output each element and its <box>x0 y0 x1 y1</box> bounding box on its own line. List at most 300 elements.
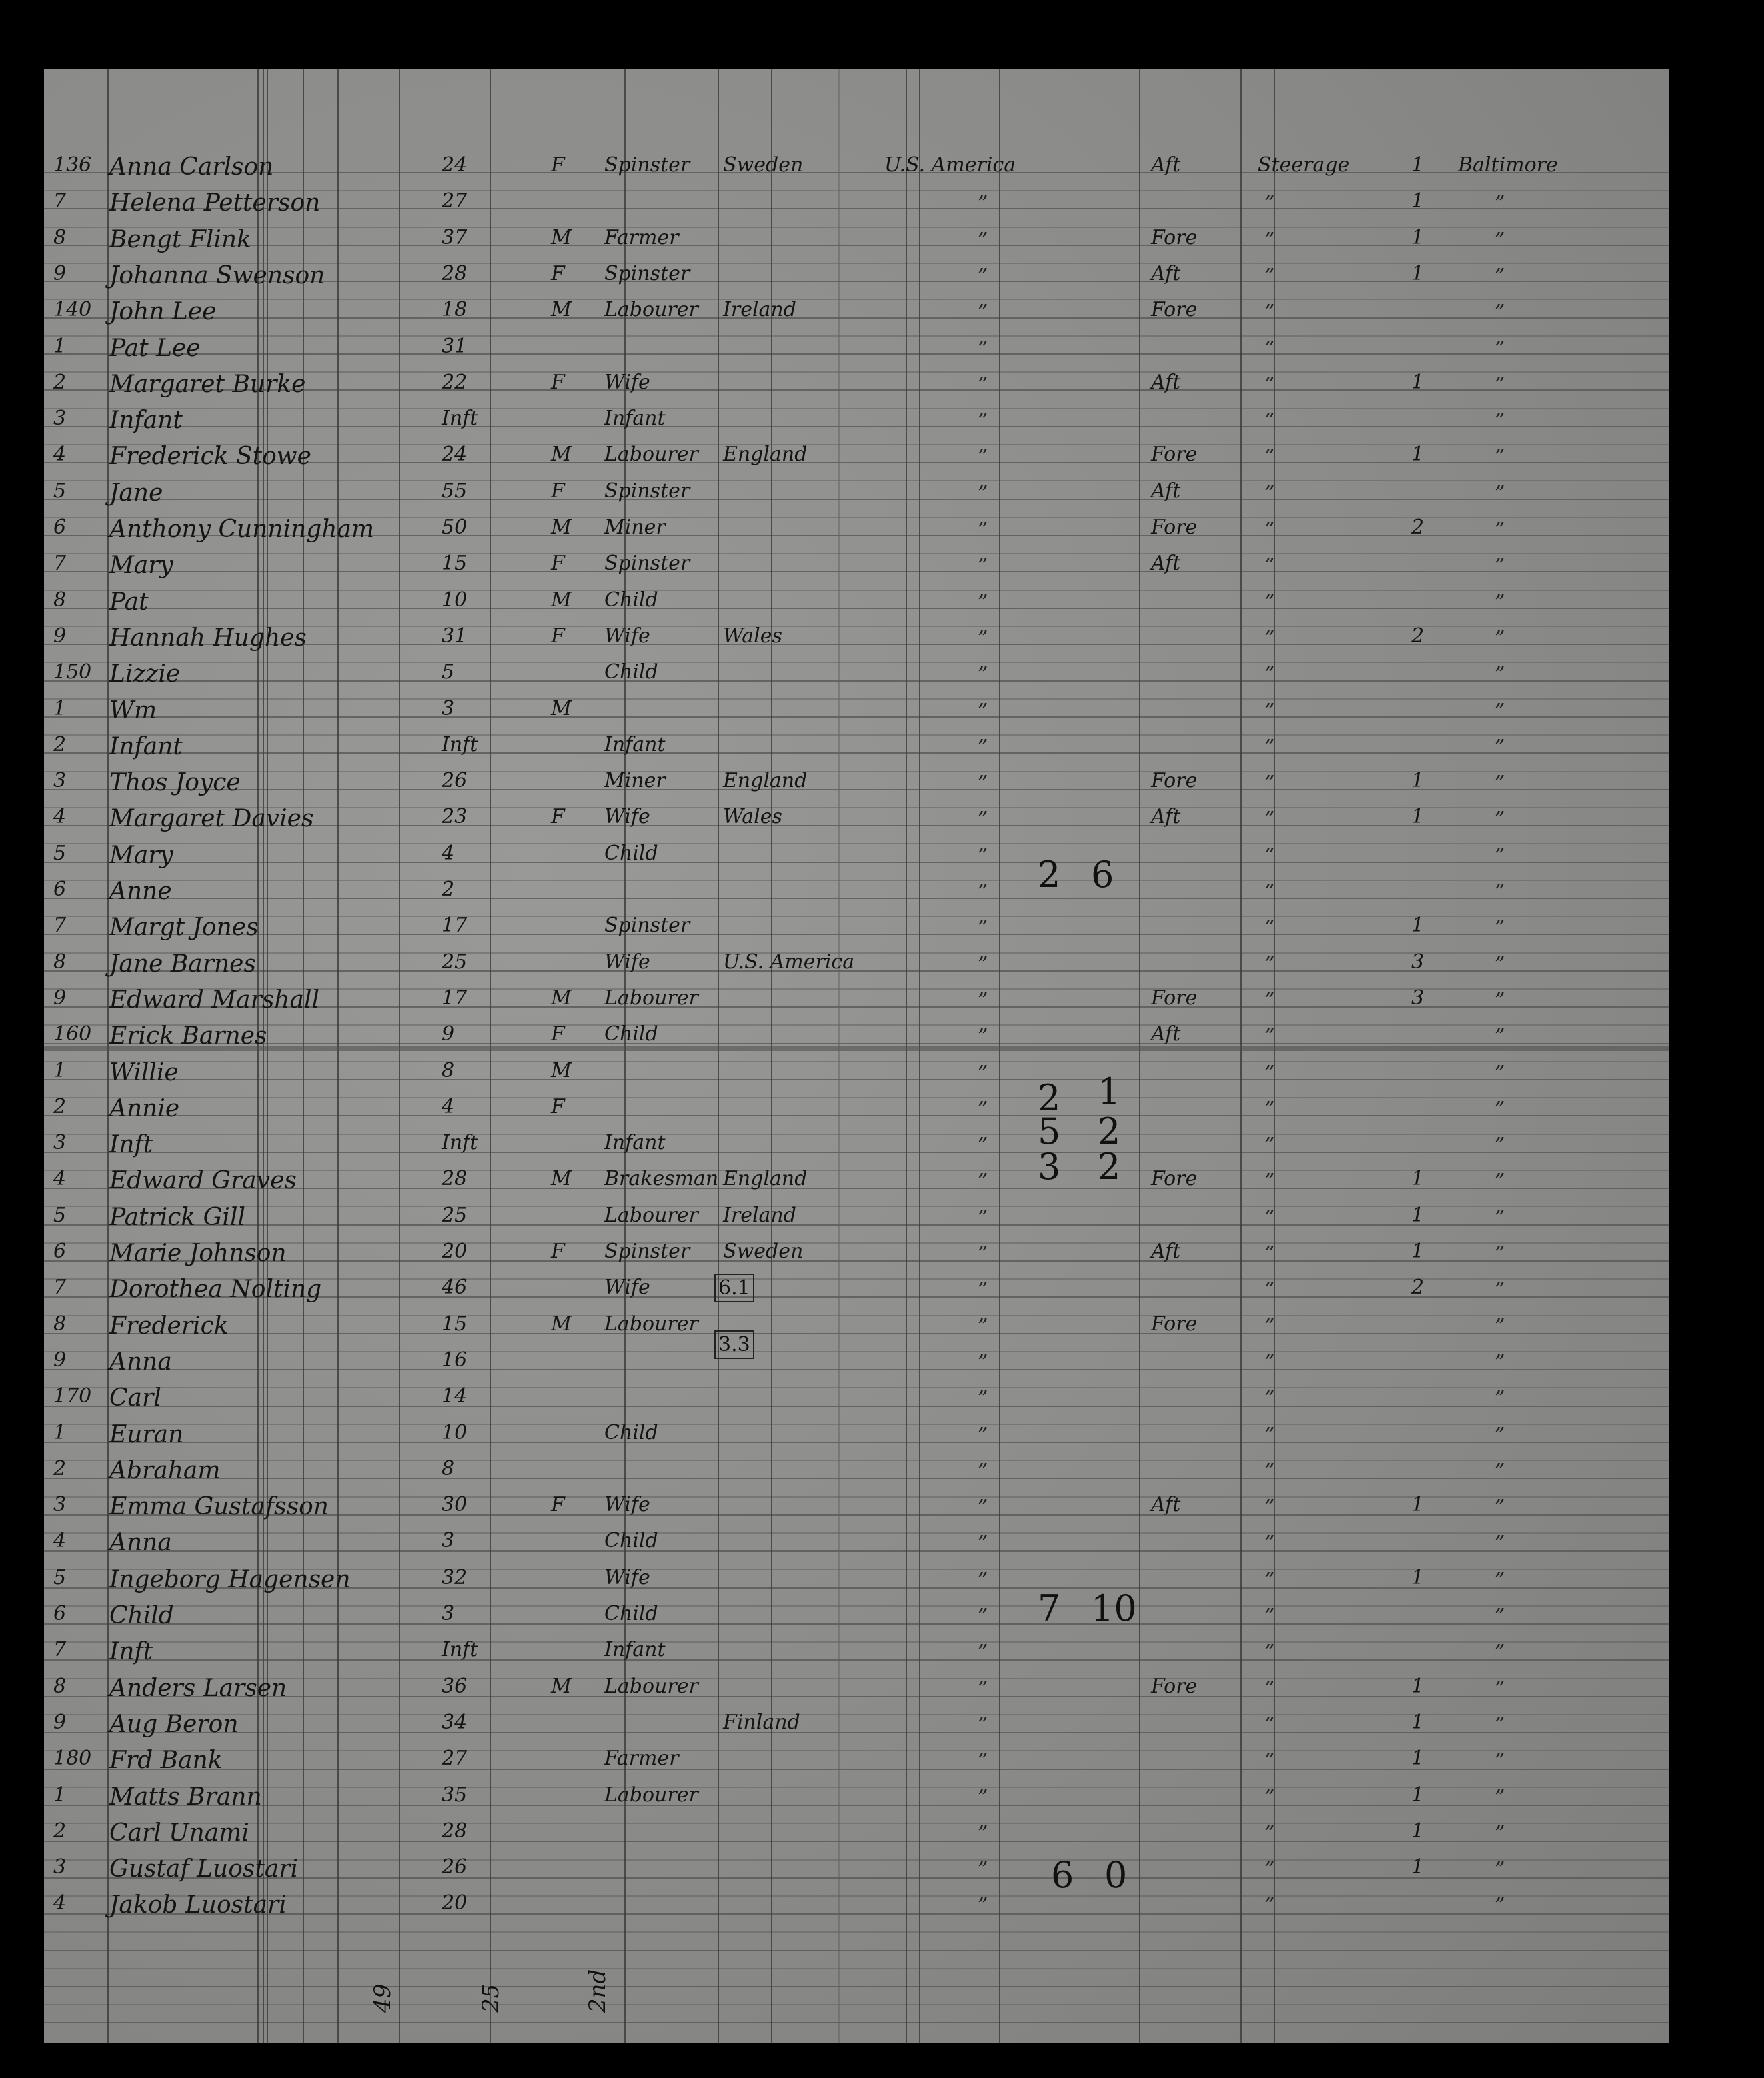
passenger-row <box>44 547 1669 582</box>
passenger-age: 4 <box>442 842 455 865</box>
passenger-num: 2 <box>1411 1276 1425 1299</box>
ditto-mark: ” <box>1495 1242 1505 1266</box>
ditto-mark: ” <box>1264 1496 1275 1519</box>
passenger-name: Bengt Flink <box>109 226 251 253</box>
ditto-mark: ” <box>978 1496 988 1519</box>
passenger-cls: Aft <box>1151 552 1181 575</box>
ditto-mark: ” <box>978 627 988 650</box>
ditto-mark: ” <box>1264 591 1275 614</box>
ditto-mark: ” <box>1495 1387 1505 1410</box>
passenger-name: Infant <box>109 407 183 434</box>
ditto-mark: ” <box>1495 1460 1505 1483</box>
passenger-no: 5 <box>53 1566 67 1589</box>
ditto-mark: ” <box>1495 808 1505 831</box>
passenger-dest: U.S. America <box>884 153 1016 177</box>
passenger-no: 7 <box>53 914 67 937</box>
ditto-mark: ” <box>978 1532 988 1555</box>
passenger-age: 25 <box>442 1204 468 1227</box>
ruled-line <box>44 1931 1669 1933</box>
ditto-mark: ” <box>1495 844 1505 868</box>
ditto-mark: ” <box>1264 1170 1275 1193</box>
passenger-age: 20 <box>442 1240 468 1263</box>
ditto-mark: ” <box>1264 518 1275 542</box>
passenger-occ: Infant <box>604 407 666 430</box>
footer-note-1: 49 <box>369 1983 396 2013</box>
passenger-cls: Fore <box>1151 1312 1198 1336</box>
passenger-occ: Spinster <box>604 552 690 575</box>
passenger-age: 9 <box>442 1022 455 1046</box>
passenger-num: 1 <box>1411 769 1425 792</box>
ditto-mark: ” <box>978 1424 988 1447</box>
ditto-mark: ” <box>1264 1062 1275 1085</box>
ditto-mark: ” <box>978 808 988 831</box>
ditto-mark: ” <box>978 1641 988 1664</box>
passenger-no: 6 <box>53 878 67 901</box>
passenger-age: 24 <box>442 153 468 177</box>
passenger-sex: F <box>551 624 565 648</box>
ditto-mark: ” <box>1264 1713 1275 1737</box>
passenger-name: Anne <box>109 878 172 905</box>
ditto-mark: ” <box>978 1749 988 1773</box>
passenger-occ: Labourer <box>604 443 698 466</box>
passenger-age: 32 <box>442 1566 468 1589</box>
passenger-name: Anna <box>109 1348 172 1376</box>
passenger-cls: Aft <box>1151 153 1181 177</box>
passenger-num: 1 <box>1411 1493 1425 1516</box>
passenger-no: 2 <box>53 733 67 756</box>
ditto-mark: ” <box>978 1025 988 1048</box>
passenger-age: 20 <box>442 1891 468 1915</box>
ditto-mark: ” <box>978 1786 988 1809</box>
passenger-no: 9 <box>53 262 67 285</box>
passenger-row <box>44 873 1669 908</box>
passenger-occ: Labourer <box>604 1204 698 1227</box>
passenger-row <box>44 1054 1669 1089</box>
passenger-name: Inft <box>109 1131 153 1158</box>
passenger-name: Pat <box>109 588 149 616</box>
ditto-mark: ” <box>1264 1858 1275 1881</box>
ditto-mark: ” <box>978 409 988 433</box>
passenger-no: 5 <box>53 842 67 865</box>
passenger-occ: Spinster <box>604 262 690 285</box>
ditto-mark: ” <box>1495 1569 1505 1592</box>
passenger-cls: Aft <box>1151 479 1181 503</box>
passenger-name: Marie Johnson <box>109 1240 287 1267</box>
passenger-row <box>44 1779 1669 1813</box>
ditto-mark: ” <box>1495 554 1505 578</box>
pencil-tally: 2 <box>1098 1110 1121 1152</box>
ditto-mark: ” <box>978 700 988 723</box>
passenger-occ: Child <box>604 1421 658 1444</box>
passenger-age: 55 <box>442 479 468 503</box>
passenger-cls: Fore <box>1151 515 1198 539</box>
passenger-row <box>44 1380 1669 1414</box>
ditto-mark: ” <box>1495 337 1505 361</box>
passenger-num: 1 <box>1411 1747 1425 1770</box>
passenger-name: Thos Joyce <box>109 769 241 796</box>
ditto-mark: ” <box>978 265 988 288</box>
passenger-row <box>44 982 1669 1016</box>
ditto-mark: ” <box>1264 1098 1275 1121</box>
passenger-no: 1 <box>53 697 67 720</box>
passenger-sex: M <box>551 588 572 612</box>
passenger-sex: F <box>551 1022 565 1046</box>
passenger-row <box>44 584 1669 618</box>
passenger-country: U.S. America <box>723 950 855 974</box>
passenger-name: Mary <box>109 552 173 579</box>
ditto-mark: ” <box>1495 1677 1505 1701</box>
passenger-row <box>44 1742 1669 1777</box>
passenger-sex: M <box>551 697 572 720</box>
passenger-row <box>44 149 1669 183</box>
passenger-age: 28 <box>442 262 468 285</box>
ditto-mark: ” <box>978 1894 988 1917</box>
passenger-name: Inft <box>109 1638 153 1665</box>
ditto-mark: ” <box>978 772 988 795</box>
passenger-no: 8 <box>53 226 67 249</box>
passenger-age: 25 <box>442 950 468 974</box>
passenger-no: 2 <box>53 371 67 394</box>
passenger-name: Dorothea Nolting <box>109 1276 322 1303</box>
passenger-no: 4 <box>53 1891 67 1915</box>
passenger-occ: Farmer <box>604 1747 679 1770</box>
passenger-occ: Child <box>604 660 658 684</box>
passenger-occ: Spinster <box>604 153 690 177</box>
passenger-name: Abraham <box>109 1457 221 1484</box>
passenger-no: 6 <box>53 1240 67 1263</box>
passenger-name: John Lee <box>109 298 217 325</box>
passenger-sex: F <box>551 552 565 575</box>
manifest-sheet <box>44 69 1669 2043</box>
ditto-mark: ” <box>1264 1786 1275 1809</box>
passenger-no: 150 <box>53 660 92 684</box>
ditto-mark: ” <box>1495 1062 1505 1085</box>
passenger-num: 1 <box>1411 805 1425 828</box>
passenger-name: Gustaf Luostari <box>109 1855 299 1883</box>
passenger-no: 7 <box>53 189 67 213</box>
pencil-tally: 5 <box>1038 1110 1061 1152</box>
ditto-mark: ” <box>978 1062 988 1085</box>
passenger-age: 26 <box>442 769 468 792</box>
passenger-row <box>44 511 1669 546</box>
ditto-mark: ” <box>1264 1677 1275 1701</box>
passenger-name: Jane <box>109 479 163 507</box>
ditto-mark: ” <box>1495 1641 1505 1664</box>
ditto-mark: ” <box>978 1387 988 1410</box>
passenger-occ: Child <box>604 1022 658 1046</box>
ditto-mark: ” <box>1495 1170 1505 1193</box>
pencil-tally: 6 <box>1091 854 1114 896</box>
passenger-row <box>44 1488 1669 1523</box>
passenger-age: 18 <box>442 298 468 321</box>
passenger-name: Carl <box>109 1384 161 1412</box>
ditto-mark: ” <box>1264 1822 1275 1845</box>
passenger-age: 31 <box>442 335 468 358</box>
ditto-mark: ” <box>978 337 988 361</box>
ditto-mark: ” <box>978 518 988 542</box>
passenger-num: 2 <box>1411 515 1425 539</box>
ditto-mark: ” <box>978 1605 988 1628</box>
passenger-occ: Labourer <box>604 1312 698 1336</box>
passenger-no: 1 <box>53 335 67 358</box>
passenger-row <box>44 1090 1669 1125</box>
passenger-age: 3 <box>442 697 455 720</box>
ditto-mark: ” <box>1495 1496 1505 1519</box>
passenger-occ: Wife <box>604 624 650 648</box>
passenger-row <box>44 257 1669 292</box>
ditto-mark: ” <box>1495 1786 1505 1809</box>
passenger-row <box>44 1706 1669 1741</box>
passenger-num: 1 <box>1411 1783 1425 1807</box>
ditto-mark: ” <box>1495 1278 1505 1302</box>
passenger-no: 1 <box>53 1421 67 1444</box>
passenger-country: Ireland <box>723 298 796 321</box>
passenger-no: 3 <box>53 1493 67 1516</box>
ditto-mark: ” <box>1264 1460 1275 1483</box>
passenger-country: Ireland <box>723 1204 796 1227</box>
ditto-mark: ” <box>1495 1822 1505 1845</box>
ditto-mark: ” <box>978 1278 988 1302</box>
ditto-mark: ” <box>978 373 988 397</box>
passenger-country: Wales <box>723 805 782 828</box>
ditto-mark: ” <box>1264 663 1275 686</box>
passenger-row <box>44 1344 1669 1378</box>
passenger-age: 8 <box>442 1457 455 1480</box>
ditto-mark: ” <box>1264 1315 1275 1338</box>
passenger-row <box>44 1524 1669 1559</box>
ditto-mark: ” <box>978 1098 988 1121</box>
ditto-mark: ” <box>1495 989 1505 1012</box>
ruled-line <box>44 2022 1669 2023</box>
passenger-no: 2 <box>53 1819 67 1843</box>
passenger-no: 5 <box>53 479 67 503</box>
ditto-mark: ” <box>1495 700 1505 723</box>
passenger-name: Helena Petterson <box>109 189 321 217</box>
passenger-sex: F <box>551 262 565 285</box>
ditto-mark: ” <box>978 1315 988 1338</box>
ditto-mark: ” <box>1264 301 1275 324</box>
ditto-mark: ” <box>978 192 988 215</box>
passenger-row <box>44 475 1669 509</box>
passenger-row <box>44 366 1669 401</box>
passenger-row <box>44 1018 1669 1052</box>
passenger-row <box>44 1597 1669 1632</box>
ditto-mark: ” <box>1495 736 1505 759</box>
ditto-mark: ” <box>1264 1025 1275 1048</box>
ruled-line <box>44 1950 1669 1951</box>
passenger-country: Wales <box>723 624 782 648</box>
passenger-row <box>44 1308 1669 1342</box>
passenger-no: 6 <box>53 1602 67 1625</box>
passenger-occ: Child <box>604 588 658 612</box>
passenger-country: England <box>723 443 808 466</box>
passenger-num: 1 <box>1411 443 1425 466</box>
pencil-tally: 3 <box>1038 1146 1061 1188</box>
passenger-sex: F <box>551 1240 565 1263</box>
ditto-mark: ” <box>1264 1134 1275 1157</box>
ditto-mark: ” <box>1264 1206 1275 1230</box>
passenger-row <box>44 1452 1669 1487</box>
passenger-occ: Child <box>604 1602 658 1625</box>
passenger-row <box>44 1561 1669 1596</box>
passenger-num: 1 <box>1411 1566 1425 1589</box>
passenger-age: 15 <box>442 552 468 575</box>
passenger-row <box>44 656 1669 690</box>
passenger-no: 140 <box>53 298 92 321</box>
ditto-mark: ” <box>1264 445 1275 469</box>
ditto-mark: ” <box>1495 1098 1505 1121</box>
passenger-no: 8 <box>53 950 67 974</box>
ditto-mark: ” <box>1495 518 1505 542</box>
ditto-mark: ” <box>1264 192 1275 215</box>
ditto-mark: ” <box>1495 591 1505 614</box>
passenger-name: Frederick Stowe <box>109 443 311 470</box>
passenger-age: 3 <box>442 1529 455 1552</box>
ditto-mark: ” <box>1264 373 1275 397</box>
passenger-no: 9 <box>53 1348 67 1372</box>
passenger-age: 23 <box>442 805 468 828</box>
footer-note-2: 25 <box>478 1983 504 2013</box>
ditto-mark: ” <box>1495 880 1505 904</box>
ditto-mark: ” <box>1264 337 1275 361</box>
passenger-row <box>44 1235 1669 1270</box>
passenger-cls: Aft <box>1151 805 1181 828</box>
ditto-mark: ” <box>1264 736 1275 759</box>
passenger-sex: M <box>551 1059 572 1082</box>
passenger-no: 7 <box>53 552 67 575</box>
ditto-mark: ” <box>1264 554 1275 578</box>
ditto-mark: ” <box>1495 482 1505 505</box>
ditto-mark: ” <box>1264 409 1275 433</box>
passenger-row <box>44 1633 1669 1668</box>
ditto-mark: ” <box>1495 409 1505 433</box>
ditto-mark: ” <box>1495 1532 1505 1555</box>
passenger-age: 5 <box>442 660 455 684</box>
passenger-no: 180 <box>53 1747 92 1770</box>
passenger-sex: M <box>551 226 572 249</box>
ditto-mark: ” <box>1264 1424 1275 1447</box>
ditto-mark: ” <box>1264 1387 1275 1410</box>
passenger-age: 26 <box>442 1855 468 1879</box>
ditto-mark: ” <box>1495 627 1505 650</box>
passenger-no: 5 <box>53 1204 67 1227</box>
passenger-row <box>44 293 1669 328</box>
ditto-mark: ” <box>1495 916 1505 940</box>
ditto-mark: ” <box>1495 1351 1505 1374</box>
ditto-mark: ” <box>978 1242 988 1266</box>
passenger-row <box>44 1851 1669 1885</box>
passenger-sex: M <box>551 443 572 466</box>
passenger-num: 1 <box>1411 262 1425 285</box>
passenger-no: 3 <box>53 407 67 430</box>
ditto-mark: ” <box>1495 1894 1505 1917</box>
passenger-name: Margt Jones <box>109 914 259 941</box>
ditto-mark: ” <box>1264 1532 1275 1555</box>
passenger-age: 4 <box>442 1095 455 1118</box>
passenger-age: 27 <box>442 1747 468 1770</box>
passenger-num: 1 <box>1411 1675 1425 1698</box>
passenger-country: England <box>723 1167 808 1190</box>
ditto-mark: ” <box>978 844 988 868</box>
passenger-row <box>44 909 1669 944</box>
pencil-tally: 10 <box>1091 1587 1137 1629</box>
passenger-sex: F <box>551 805 565 828</box>
passenger-country: England <box>723 769 808 792</box>
passenger-no: 3 <box>53 1855 67 1879</box>
passenger-age: 24 <box>442 443 468 466</box>
passenger-num: 1 <box>1411 1711 1425 1734</box>
passenger-occ: Labourer <box>604 298 698 321</box>
passenger-row <box>44 728 1669 763</box>
passenger-num: 1 <box>1411 914 1425 937</box>
passenger-occ: Spinster <box>604 1240 690 1263</box>
passenger-age: 36 <box>442 1675 468 1698</box>
passenger-name: Edward Graves <box>109 1167 297 1194</box>
passenger-occ: Miner <box>604 769 666 792</box>
passenger-age: Inft <box>442 407 478 430</box>
passenger-sex: M <box>551 1167 572 1190</box>
passenger-occ: Child <box>604 842 658 865</box>
passenger-no: 2 <box>53 1457 67 1480</box>
ditto-mark: ” <box>1264 844 1275 868</box>
passenger-no: 3 <box>53 769 67 792</box>
passenger-num: 1 <box>1411 1204 1425 1227</box>
passenger-name: Anders Larsen <box>109 1675 287 1702</box>
passenger-occ: Wife <box>604 1493 650 1516</box>
ditto-mark: ” <box>1495 1025 1505 1048</box>
ditto-mark: ” <box>1495 1713 1505 1737</box>
ditto-mark: ” <box>978 1713 988 1737</box>
passenger-name: Aug Beron <box>109 1711 239 1738</box>
ditto-mark: ” <box>1264 772 1275 795</box>
passenger-name: Mary <box>109 842 173 869</box>
ditto-mark: ” <box>978 953 988 976</box>
ditto-mark: ” <box>1495 445 1505 469</box>
passenger-name: Annie <box>109 1095 180 1122</box>
ditto-mark: ” <box>978 1677 988 1701</box>
passenger-row <box>44 1416 1669 1451</box>
ruled-line <box>44 2004 1669 2005</box>
passenger-row <box>44 1271 1669 1306</box>
passenger-row <box>44 438 1669 473</box>
pencil-tally: 0 <box>1104 1854 1128 1896</box>
passenger-age: 14 <box>442 1384 468 1408</box>
passenger-row <box>44 946 1669 980</box>
ditto-mark: ” <box>1495 1206 1505 1230</box>
passenger-name: Wm <box>109 697 157 724</box>
passenger-num: 1 <box>1411 226 1425 249</box>
ditto-mark: ” <box>1264 700 1275 723</box>
ditto-mark: ” <box>1495 301 1505 324</box>
passenger-no: 8 <box>53 588 67 612</box>
ditto-mark: ” <box>1495 1134 1505 1157</box>
passenger-name: Willie <box>109 1059 179 1086</box>
ditto-mark: ” <box>1495 772 1505 795</box>
passenger-num: 3 <box>1411 986 1425 1010</box>
passenger-occ: Farmer <box>604 226 679 249</box>
passenger-no: 4 <box>53 443 67 466</box>
passenger-sex: M <box>551 1675 572 1698</box>
ruled-line <box>44 1968 1669 1969</box>
passenger-row <box>44 692 1669 727</box>
passenger-name: Carl Unami <box>109 1819 249 1847</box>
passenger-name: Jane Barnes <box>109 950 256 978</box>
passenger-num: 1 <box>1411 1240 1425 1263</box>
passenger-age: 3 <box>442 1602 455 1625</box>
passenger-no: 1 <box>53 1059 67 1082</box>
ditto-mark: ” <box>1495 1424 1505 1447</box>
ditto-mark: ” <box>978 1134 988 1157</box>
